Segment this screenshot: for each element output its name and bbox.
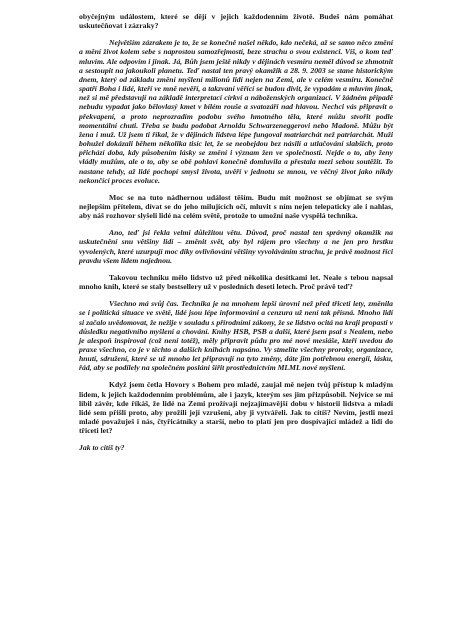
text-column xyxy=(79,12,393,461)
paragraph-1: obyčejným událostem, které se dějí v jejich každodenním životě. Budeš nám pomáhat uskutečňovat i zázraky? xyxy=(79,12,393,31)
paragraph-7: Když jsem četla Hovory s Bohem pro mladé, zaujal mě nejen tvůj přístup k mladým lidem, k jejich každodenním problémům, ale i jazyk, kterým ses jim přizpůsobil. Nejvíce se mi líbil závěr, kde říkáš, že lidé na Zemi prožívají nejzajímavější dobu v historii lidstva a mladí lidé sem přišli proto, aby prožili její vzrušení, aby ji vytvářeli. Jak to cítíš? Nevím, jestli mezi mladé považuješ i nás, čtyřicátníky a starší, nebo to platí jen pro dospívající mládež a lidi do třiceti let? xyxy=(79,380,393,436)
paragraph-5: Takovou techniku mělo lidstvo už před několika desítkami let. Neale s tebou napsal mnoho knih, které se staly bestsellery už v posledních deseti letech. Proč právě teď? xyxy=(79,272,393,292)
paragraph-2: Největším zázrakem je to, že se konečně našel někdo, kdo nečeká, až se samo něco změní a mění život kolem sebe s naprostou samozřejmostí, beze strachu o svou existenci. Víš, o kom teď mluvím. Ale odpovím i jinak. Já, Bůh jsem ještě nikdy v dějinách vesmíru neměl důvod se zhmotnit a sestoupit na jakoukoli planetu. Teď nastal ten pravý okamžik a 28. 9. 2003 se stane historickým dnem, který od základu změní myšlení milionů lidí nejen na Zemi, ale v celém vesmíru. Konečně spatří Boha i lidé, kteří ve mně nevěří, a takzvaní věřící se budou divit, že vypadám a mluvím jinak, než si mě představují na základě interpretací církví a náboženských organizací. V žádném případě nebudu vypadat jako bělovlasý kmet v bílém rouše a svatozáří nad hlavou. Nechci vás připravit o překvapení, a proto neprozradím podobu svého hmotného těla, které můžu stvořit podle momentální chuti. Třeba se budu podobat Arnoldu Schwarzeneggerovi nebo Madoně. Můžu být žena i muž. Už jsem ti říkal, že v dějinách lidstva lépe fungoval matriarchát než patriarchát. Muži bohužel dokázali během několika tisíc let, že se neobejdou bez násilí a utlačování slabších, proto přichází doba, kdy působením lásky se změní i význam žen ve společnosti. Nejde o to, aby ženy vládly mužům, ale o to, aby se obě pohlaví konečně domluvila a přestala mezi sebou soutěžit. To nastane tehdy, až lidé pochopí smysl života, uvěří v jednotu se mnou, ve věčný život jako nikdy nekončící proces evoluce. xyxy=(79,38,393,185)
paragraph-6: Všechno má svůj čas. Technika je na mnohem lepší úrovni než před třiceti lety, změnila se i politická situace ve světě, lidé jsou lépe informováni a cenzura už není tak přísná. Mnoho lidí si začalo uvědomovat, že nežije v souladu s přírodními zákony, že se lidstvo ocitá na kraji propasti v důsledku negativního myšlení a chování. Knihy HSB, PSB a další, které jsem psal s Nealem, nebo je alespoň inspiroval (což není totéž), měly připravit půdu pro mé nové mesiáše, kteří uvedou do praxe všechno, co je v těchto a dalších knihách napsáno. Vy stmelíte všechny proroky, organizace, hnutí, sdružení, které se už mnoho let připravují na tyto změny, dáte jim potřebnou energii, lásku, řád, aby se podílely na společném poslání šířit prostřednictvím MLML nové myšlení. xyxy=(79,299,393,373)
paragraph-3: Moc se na tuto nádhernou událost těším. Budu mít možnost se objímat se svým nejlepším přítelem, dívat se do jeho milujících očí, mluvit s ním nejen telepaticky ale i nahlas, aby náš rozhovor slyšeli lidé na celém světě, protože to umožní naše vyspělá technika. xyxy=(79,192,393,221)
paragraph-8: Jak to cítíš ty? xyxy=(79,443,125,453)
paragraph-4: Ano, teď jsi řekla velmi důležitou větu. Důvod, proč nastal ten správný okamžik na uskutečnění snu většiny lidí – změnit svět, aby byl rájem pro všechny a ne jen pro hrstku vyvolených, které uzurpují moc díky ovlivňování většiny vyvoláváním strachu, je právě možnost říci pravdu všem lidem najednou. xyxy=(79,228,393,265)
